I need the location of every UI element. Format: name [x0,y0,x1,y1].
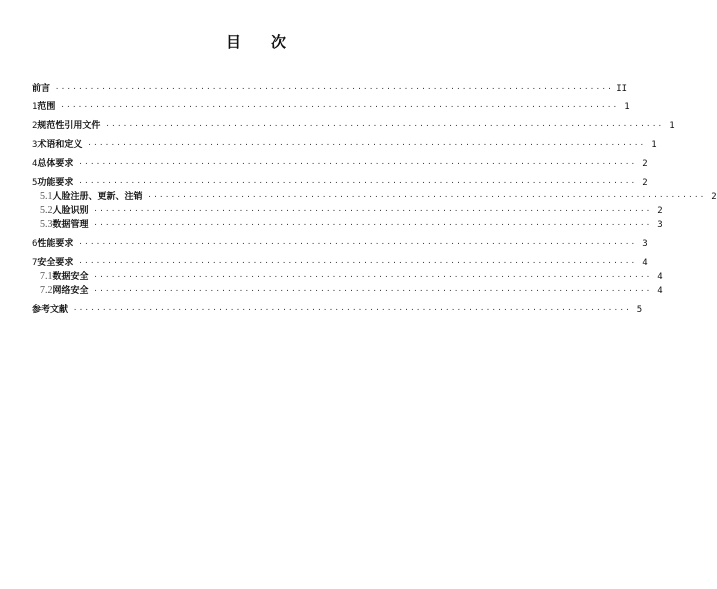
toc-entry-7-2[interactable] [40,284,663,298]
toc-entry-number: 5.2 [40,205,53,216]
dot-leader: ································································································ [78,160,637,168]
toc-entry-number: 2 [32,121,38,131]
toc-entry-label: 网络安全 [52,286,89,296]
toc-entry-label: 功能要求 [37,178,74,188]
dot-leader: ································································································ [73,306,632,314]
toc-entry-page: 1 [651,140,657,150]
dot-leader: ································································································ [93,207,652,215]
toc-entry-page: 2 [642,178,648,188]
dot-leader: ································································································ [87,141,646,149]
toc-entry-page: 2 [657,206,663,216]
dot-leader: ································································································ [78,179,637,187]
toc-entry-page: 1 [669,121,675,131]
dot-leader: ································································································ [60,103,619,111]
toc-entry-label: 规范性引用文件 [37,121,101,131]
toc-entry-label: 前言 [32,84,51,94]
toc-entry-number: 5.1 [40,191,53,202]
toc-entry-label: 参考文献 [32,305,69,315]
toc-entry-references[interactable] [32,303,643,317]
toc-entry-1[interactable] [32,100,630,114]
toc-entry-page: 1 [624,102,630,112]
toc-entry-page: 4 [657,272,663,282]
toc-entry-page: 4 [657,286,663,296]
toc-entry-label: 范围 [37,102,56,112]
toc-entry-page: 5 [636,305,643,315]
toc-entry-number: 6 [32,239,38,249]
dot-leader: ································································································ [147,193,706,201]
dot-leader: ································································································ [55,85,614,93]
toc-entry-7[interactable] [32,256,648,270]
toc-entry-label: 数据安全 [52,272,89,282]
toc-entry-5-1[interactable] [40,190,717,204]
toc-entry-2[interactable] [32,119,675,133]
toc-entry-page: II [616,84,628,94]
toc-entry-5[interactable] [32,176,648,190]
toc-entry-label: 人脸注册、更新、注销 [52,192,143,202]
toc-entry-page: 3 [657,220,663,230]
toc-entry-page: 3 [642,239,648,249]
toc-entry-7-1[interactable] [40,270,663,284]
toc-entry-3[interactable] [32,138,657,152]
toc-entry-page: 4 [642,258,648,268]
page-title [0,31,512,52]
toc-entry-5-3[interactable] [40,218,663,232]
title-char-1: 目 [225,33,241,51]
toc-entry-label: 术语和定义 [37,140,83,150]
toc-entry-number: 7.2 [40,285,53,296]
toc-entry-6[interactable] [32,237,648,251]
toc-entry-page: 2 [642,159,648,169]
toc-entry-number: 7 [32,258,38,268]
dot-leader: ································································································ [105,122,664,130]
toc-entry-foreword[interactable] [32,82,628,96]
toc-entry-label: 性能要求 [37,239,74,249]
toc-entry-4[interactable] [32,157,648,171]
dot-leader: ································································································ [93,221,652,229]
toc-entry-label: 数据管理 [52,220,89,230]
toc-entry-number: 1 [32,102,38,112]
toc-entry-number: 4 [32,159,38,169]
dot-leader: ································································································ [78,259,637,267]
toc-entry-number: 3 [32,140,38,150]
toc-entry-number: 5 [32,178,38,188]
dot-leader: ································································································ [93,273,652,281]
toc-entry-label: 安全要求 [37,258,74,268]
title-char-2: 次 [271,33,287,51]
dot-leader: ································································································ [78,240,637,248]
toc-entry-label: 人脸识别 [52,206,89,216]
toc-entry-number: 7.1 [40,271,53,282]
toc-entry-page: 2 [711,192,717,202]
toc-entry-label: 总体要求 [37,159,74,169]
dot-leader: ································································································ [93,287,652,295]
toc-entry-5-2[interactable] [40,204,663,218]
toc-entry-number: 5.3 [40,219,53,230]
